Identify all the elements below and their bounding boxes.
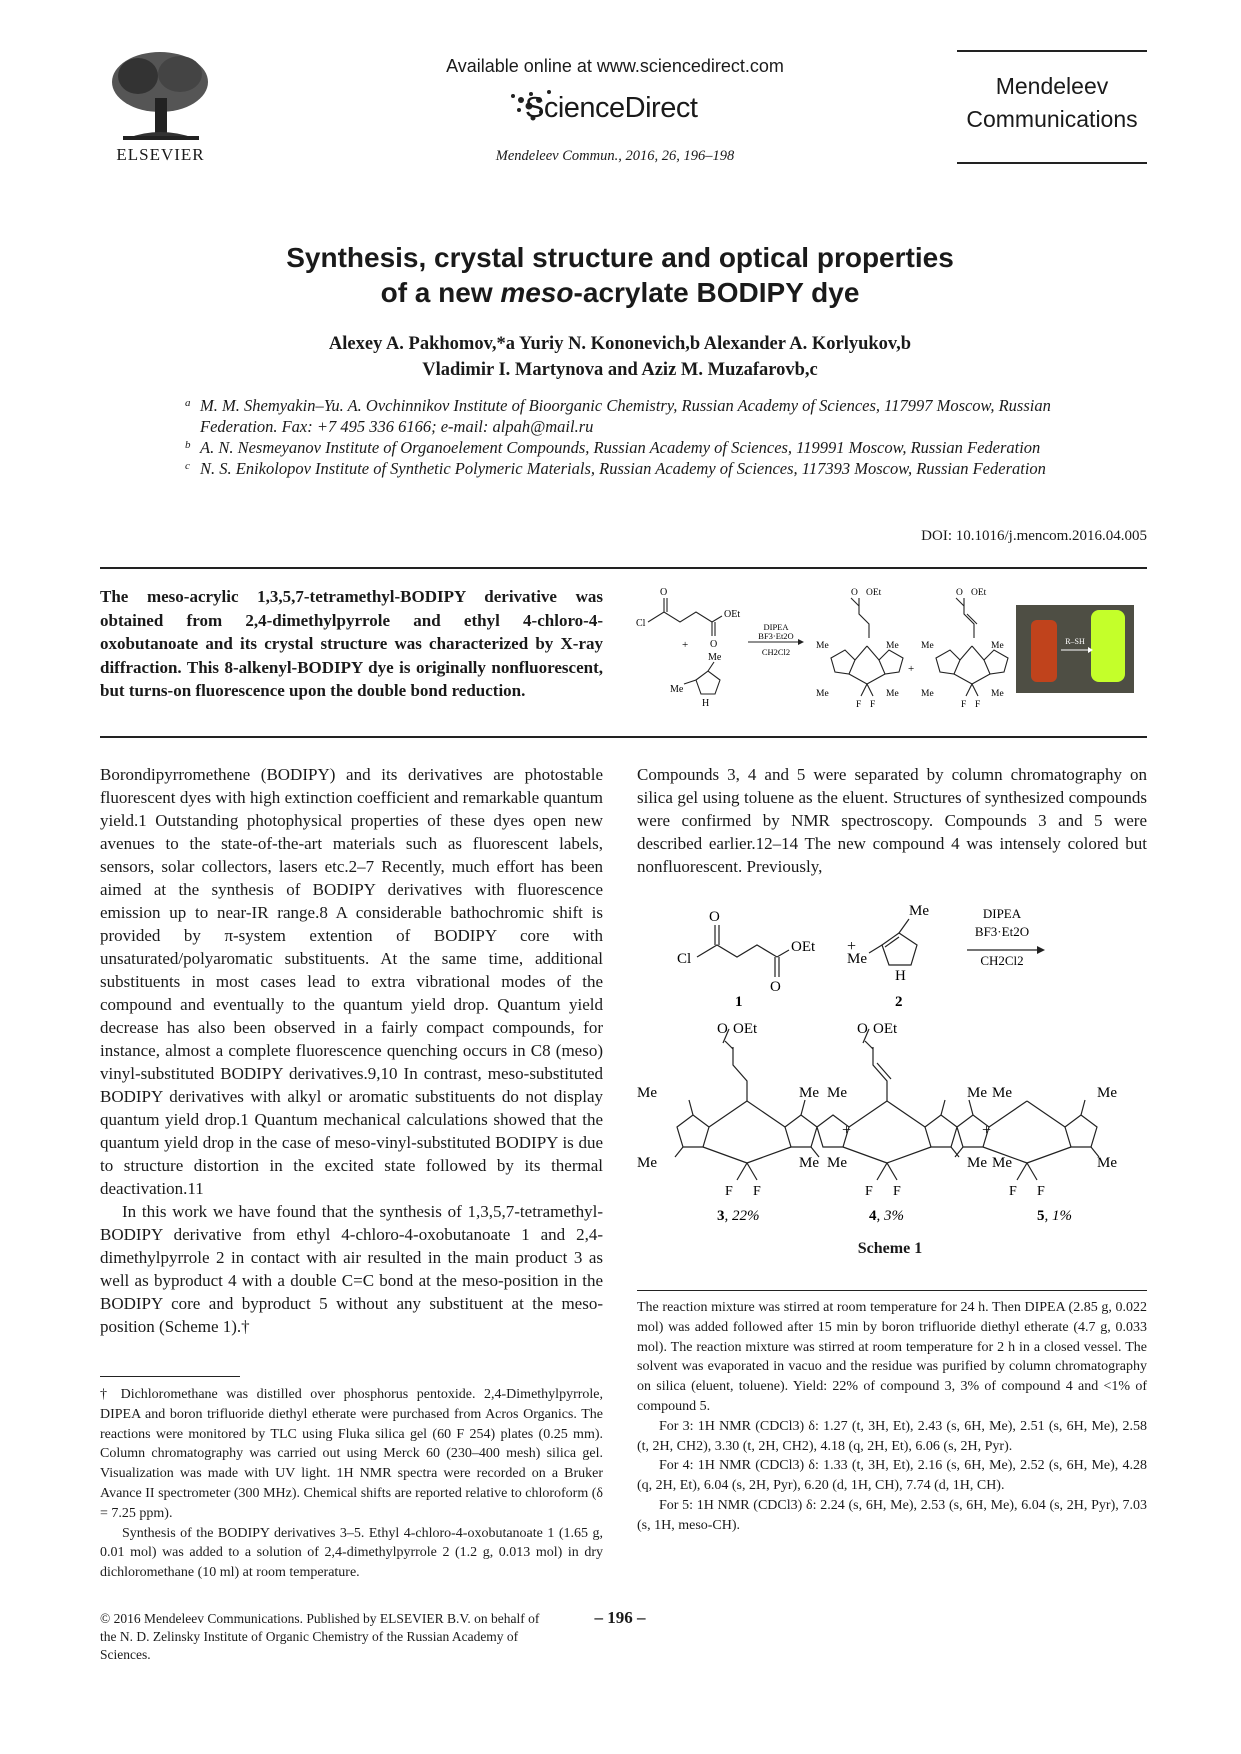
graphical-abstract-text: The meso-acrylic 1,3,5,7-tetramethyl-BODIPY derivative was obtained from 2,4-dimethylpyrrole and ethyl 4-chloro-4-oxobutanoate and its crystal structure was characterized by X-ray diffraction. This 8-alkenyl-BODIPY dye is originally nonfluorescent, but turns-on fluorescence upon the double bond reduction.: [100, 587, 603, 700]
scheme-1: [637, 895, 1147, 1240]
svg-text:Me: Me: [991, 689, 1004, 699]
svg-text:Me: Me: [637, 1155, 657, 1171]
compound-label-1: 1: [735, 994, 743, 1010]
compound-4-label: 4, 3%: [869, 1208, 904, 1224]
svg-text:Me: Me: [847, 951, 867, 967]
svg-text:F: F: [870, 700, 876, 710]
svg-text:Me: Me: [886, 689, 899, 699]
svg-text:Me: Me: [967, 1085, 987, 1101]
authors-line-2: Vladimir I. Martynova and Aziz M. Muzafarovb,c: [422, 360, 818, 380]
page-number: – 196 –: [594, 1608, 646, 1627]
svg-text:+: +: [847, 938, 857, 955]
svg-text:Me: Me: [992, 1085, 1012, 1101]
svg-text:Me: Me: [921, 689, 934, 699]
svg-text:+: +: [842, 1122, 852, 1139]
svg-text:F: F: [725, 1184, 733, 1199]
footnote-right: [637, 1298, 1147, 1536]
footnote-divider: [100, 1376, 240, 1377]
svg-text:Me: Me: [799, 1155, 819, 1171]
svg-text:BF3·Et2O: BF3·Et2O: [974, 924, 1030, 939]
footnote: For 3: 1H NMR (CDCl3) δ: 1.27 (t, 3H, Et), 2.43 (s, 6H, Me), 2.51 (s, 6H, Me), 2.58 (t, 2H, CH2), 3.30 (t, 2H, CH2), 4.18 (q, 2H, Et), 6.06 (s, 2H, Pyr).: [637, 1418, 1147, 1454]
svg-text:F: F: [753, 1184, 761, 1199]
svg-text:+: +: [982, 1122, 992, 1139]
svg-text:Me: Me: [1097, 1085, 1117, 1101]
svg-text:Me: Me: [921, 641, 934, 651]
footnote: The reaction mixture was stirred at room temperature for 24 h. Then DIPEA (2.85 g, 0.022 mol) was added followed after 15 min by boron trifluoride diethyl etherate (4.7 g, 0.033 mol). The reaction mixture was stirred at room temperature for 2 h in a closed vessel. The solvent was evaporated in vacuo and the residue was purified by column chromatography on silica (eluent, toluene). Yield: 22% of compound 3, 3% of compound 4 and <1% of compound 5.: [637, 1300, 1147, 1414]
affiliations: [185, 395, 1065, 479]
svg-text:F: F: [1037, 1184, 1045, 1199]
affiliation-b: b A. N. Nesmeyanov Institute of Organoelement Compounds, Russian Academy of Sciences, 119991 Moscow, Russian Federation: [185, 438, 1041, 457]
svg-text:F: F: [961, 700, 967, 710]
journal-name-box: [957, 50, 1147, 164]
vial-green: [1091, 610, 1125, 682]
svg-text:O: O: [709, 909, 720, 925]
svg-text:O: O: [770, 979, 781, 995]
svg-text:DIPEA: DIPEA: [763, 622, 789, 632]
available-online-text[interactable]: Available online at www.sciencedirect.com: [446, 56, 784, 76]
svg-text:OEt: OEt: [733, 1021, 758, 1037]
svg-text:Me: Me: [708, 652, 722, 663]
svg-text:O: O: [717, 1021, 728, 1037]
svg-text:Me: Me: [827, 1085, 847, 1101]
svg-text:+: +: [682, 639, 689, 651]
svg-text:Cl: Cl: [636, 618, 646, 629]
svg-text:OEt: OEt: [791, 939, 816, 955]
svg-text:F: F: [975, 700, 981, 710]
svg-text:Me: Me: [967, 1155, 987, 1171]
svg-text:O: O: [660, 587, 668, 598]
svg-text:F: F: [856, 700, 862, 710]
svg-text:O: O: [851, 588, 858, 598]
svg-text:F: F: [893, 1184, 901, 1199]
svg-text:Me: Me: [816, 641, 829, 651]
footnote: For 4: 1H NMR (CDCl3) δ: 1.33 (t, 3H, Et), 2.16 (s, 6H, Me), 2.52 (s, 6H, Me), 4.28 (q, 2H, Et), 6.04 (s, 2H, Pyr), 6.20 (d, 1H, CH), 7.74 (d, 1H, CH).: [637, 1458, 1147, 1494]
svg-text:H: H: [895, 968, 906, 984]
publisher-name: ELSEVIER: [116, 145, 205, 164]
svg-text:O: O: [857, 1021, 868, 1037]
svg-text:F: F: [1009, 1184, 1017, 1199]
svg-text:Me: Me: [886, 641, 899, 651]
svg-text:BF3·Et2O: BF3·Et2O: [758, 631, 794, 641]
compound-label-2: 2: [895, 994, 903, 1010]
compound-5-label: 5, 1%: [1037, 1208, 1072, 1224]
footnote-left: [100, 1385, 603, 1583]
svg-text:Cl: Cl: [677, 951, 692, 967]
paragraph: Compounds 3, 4 and 5 were separated by column chromatography on silica gel using toluene as the eluent. Structures of synthesized compounds were confirmed by NMR spectroscopy. Compounds 3 and 5 were described earlier.12–14 The new compound 4 was intensely colored but nonfluorescent. Previously,: [637, 765, 1147, 876]
scheme-caption: Scheme 1: [857, 1240, 923, 1257]
authors-line-1: Alexey A. Pakhomov,*a Yuriy N. Kononevich,b Alexander A. Korlyukov,b: [328, 334, 912, 354]
footnote: For 5: 1H NMR (CDCl3) δ: 2.24 (s, 6H, Me), 2.53 (s, 6H, Me), 6.04 (s, 2H, Pyr), 7.03 (s, 1H, meso-CH).: [637, 1497, 1147, 1533]
svg-text:OEt: OEt: [971, 588, 987, 598]
divider: [100, 567, 1147, 569]
footnote: Synthesis of the BODIPY derivatives 3–5. Ethyl 4-chloro-4-oxobutanoate 1 (1.65 g, 0.01 mol) was added to a solution of 2,4-dimethylpyrrole 2 (1.2 g, 0.013 mol) in dry dichloromethane (10 ml) at room temperature.: [100, 1525, 603, 1581]
article-title: Synthesis, crystal structure and optical properties of a new meso-acrylate BODIPY dye: [286, 242, 954, 308]
svg-text:OEt: OEt: [873, 1021, 898, 1037]
sciencedirect-brand[interactable]: ScienceDirect: [525, 92, 698, 124]
svg-text:O: O: [956, 588, 963, 598]
doi[interactable]: DOI: 10.1016/j.mencom.2016.04.005: [921, 528, 1147, 544]
svg-text:DIPEA: DIPEA: [982, 906, 1022, 921]
vial-orange: [1031, 620, 1057, 682]
svg-text:+: +: [908, 663, 915, 675]
svg-text:Me: Me: [670, 684, 684, 695]
journal-citation: Mendeleev Commun., 2016, 26, 196–198: [495, 148, 735, 164]
divider: [100, 736, 1147, 738]
journal-name-line2: Communications: [966, 106, 1138, 132]
affiliation-a: a M. M. Shemyakin–Yu. A. Ovchinnikov Institute of Bioorganic Chemistry, Russian Academy of Sciences, 117997 Moscow, Russian Federation. Fax: +7 495 336 6166; e-mail: alpah@mail.ru: [185, 396, 1051, 436]
copyright-notice: © 2016 Mendeleev Communications. Published by ELSEVIER B.V. on behalf of the N. D. Zelinsky Institute of Organic Chemistry of the Russian Academy of Sciences.: [100, 1611, 540, 1662]
svg-text:Me: Me: [816, 689, 829, 699]
paragraph: In this work we have found that the synthesis of 1,3,5,7-tetramethyl-BODIPY derivative from ethyl 4-chloro-4-oxobutanoate 1 and 2,4-dimethylpyrrole 2 in contact with air resulted in the main product 3 as well as byproduct 4 with a double C=C bond at the meso-position in the BODIPY core and byproduct 5 without any substituent at the meso-position (Scheme 1).†: [100, 1202, 603, 1336]
svg-text:OEt: OEt: [866, 588, 882, 598]
graphical-abstract-scheme: [636, 580, 1136, 730]
body-left-column: [100, 763, 603, 1338]
svg-text:O: O: [710, 639, 718, 650]
svg-text:H: H: [702, 698, 710, 709]
svg-text:Me: Me: [992, 1155, 1012, 1171]
body-right-column: [637, 763, 1147, 878]
journal-name-line1: Mendeleev: [995, 73, 1109, 99]
svg-text:R–SH: R–SH: [1065, 637, 1085, 646]
svg-text:Me: Me: [1097, 1155, 1117, 1171]
svg-text:OEt: OEt: [724, 609, 741, 620]
paragraph: Borondipyrromethene (BODIPY) and its derivatives are photostable fluorescent dyes with high extinction coefficient and remarkable quantum yield.1 Outstanding photophysical properties of these dyes open new avenues to the state-of-the-art materials such as fluorescent labels, sensors, solar collectors, lasers etc.2–7 Recently, much effort has been aimed at the synthesis of BODIPY derivatives with fluorescence emission up to near-IR range.8 A considerable bathochromic shift is provided by π-system extention of BODIPY core with unsaturated/polyaromatic substituents. At the same time, additional substituents in most cases lead to extra vibrational modes of the compound and eventually to the quantum yield drop. Quantum yield decrease has also been observed in a fairly compact compounds, for instance, almost a complete fluorescence quenching occurs in C8 (meso) vinyl-substituted BODIPY derivatives.9,10 In contrast, meso-substituted BODIPY derivatives with alkyl or aromatic substituents do not display quantum yield drop.1 Quantum mechanical calculations showed that the quantum yield drop in the case of meso-vinyl-substituted BODIPY is due to structure distortion in the excited state followed by its thermal deactivation.11: [100, 765, 603, 1198]
svg-text:Me: Me: [827, 1155, 847, 1171]
svg-text:CH2Cl2: CH2Cl2: [761, 647, 791, 657]
footnote: † Dichloromethane was distilled over phosphorus pentoxide. 2,4-Dimethylpyrrole, DIPEA and boron trifluoride diethyl etherate were purchased from Acros Organics. The reactions were monitored by TLC using Fluka silica gel (60 F 254) plates (0.25 mm). Column chromatography was carried out using Merck 60 (230–400 mesh) silica gel. Visualization was made with UV light. 1H NMR spectra were recorded on a Bruker Avance II spectrometer (300 MHz). Chemical shifts are reported relative to chloroform (δ = 7.25 ppm).: [100, 1387, 603, 1521]
svg-text:Me: Me: [909, 903, 929, 919]
svg-text:Me: Me: [991, 641, 1004, 651]
author-list: [180, 331, 1060, 383]
svg-text:CH2Cl2: CH2Cl2: [980, 953, 1024, 968]
compound-3-label: 3, 22%: [717, 1208, 760, 1224]
divider: [637, 1290, 1147, 1291]
svg-text:Me: Me: [637, 1085, 657, 1101]
svg-text:F: F: [865, 1184, 873, 1199]
svg-text:Me: Me: [799, 1085, 819, 1101]
affiliation-c: c N. S. Enikolopov Institute of Synthetic Polymeric Materials, Russian Academy of Sciences, 117393 Moscow, Russian Federation: [185, 459, 1046, 478]
